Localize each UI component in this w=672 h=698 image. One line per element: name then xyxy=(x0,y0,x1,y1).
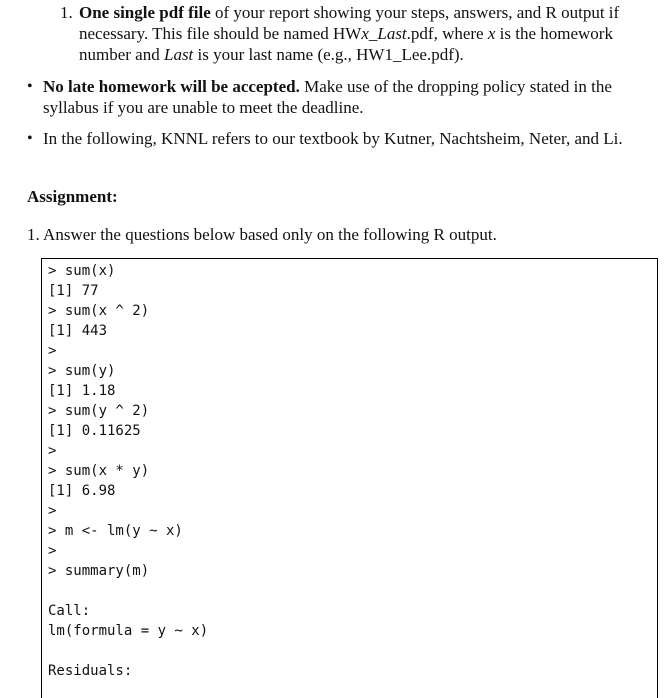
var-x: x xyxy=(361,24,369,43)
r-output-line: > summary(m) xyxy=(48,563,150,579)
var-x-2: x xyxy=(487,24,496,43)
r-output-line: > xyxy=(48,343,57,359)
last-italic-2: Last xyxy=(163,45,194,64)
r-output-line: [1] 77 xyxy=(48,283,99,299)
r-output-line: > sum(x ^ 2) xyxy=(48,303,150,319)
underscore: _ xyxy=(368,24,378,43)
assignment-heading: Assignment: xyxy=(27,187,118,206)
r-output-line: > m <- lm(y ~ x) xyxy=(48,523,183,539)
r-output-line: [1] 443 xyxy=(48,323,108,339)
r-output-line: Residuals: xyxy=(48,663,133,679)
bullet-1-bold: No late homework will be accepted. xyxy=(43,77,300,96)
list-item-1-text-d: is your last name (e.g., HW1_Lee.pdf). xyxy=(193,45,464,64)
bullet-1-text: Make use of the dropping policy stated in the syllabus if you are unable to meet the deadline. xyxy=(43,77,612,117)
r-output-box xyxy=(41,258,658,698)
bullet-item-knnl xyxy=(43,128,655,149)
bullet-item-late-homework xyxy=(43,76,655,118)
bullet-marker-2: • xyxy=(27,130,33,147)
r-output-line: Call: xyxy=(48,603,91,619)
list-item-1-text-a: of your report showing your steps, answers, and R output if necessary. This file should be named HW xyxy=(79,3,620,43)
r-output-line: > xyxy=(48,543,57,559)
list-item-1-bold: One single pdf file xyxy=(79,3,211,22)
list-item-1-text-b: .pdf, where xyxy=(406,24,488,43)
r-output-line xyxy=(48,641,208,661)
bullet-marker-1: • xyxy=(27,78,33,95)
r-output-line: > xyxy=(48,503,57,519)
question-1: 1. Answer the questions below based only on the following R output. xyxy=(27,225,497,244)
list-number: 1. xyxy=(60,3,73,22)
r-output-line: [1] 1.18 xyxy=(48,383,116,399)
r-output-line: > xyxy=(48,443,57,459)
list-item-1-text xyxy=(79,2,659,65)
r-output-line: > sum(x) xyxy=(48,263,116,279)
last-italic: Last xyxy=(377,24,407,43)
bullet-2-text: In the following, KNNL refers to our textbook by Kutner, Nachtsheim, Neter, and Li. xyxy=(43,129,623,148)
r-output-code xyxy=(48,261,208,681)
r-output-line: lm(formula = y ~ x) xyxy=(48,623,209,639)
r-output-line: [1] 6.98 xyxy=(48,483,116,499)
r-output-line: > sum(y) xyxy=(48,363,116,379)
r-output-line: > sum(y ^ 2) xyxy=(48,403,150,419)
list-item-1 xyxy=(0,0,672,66)
r-output-line xyxy=(48,581,208,601)
r-output-line: > sum(x * y) xyxy=(48,463,150,479)
r-output-line: [1] 0.11625 xyxy=(48,423,141,439)
list-item-1-text-c: is the homework number and xyxy=(79,24,613,64)
